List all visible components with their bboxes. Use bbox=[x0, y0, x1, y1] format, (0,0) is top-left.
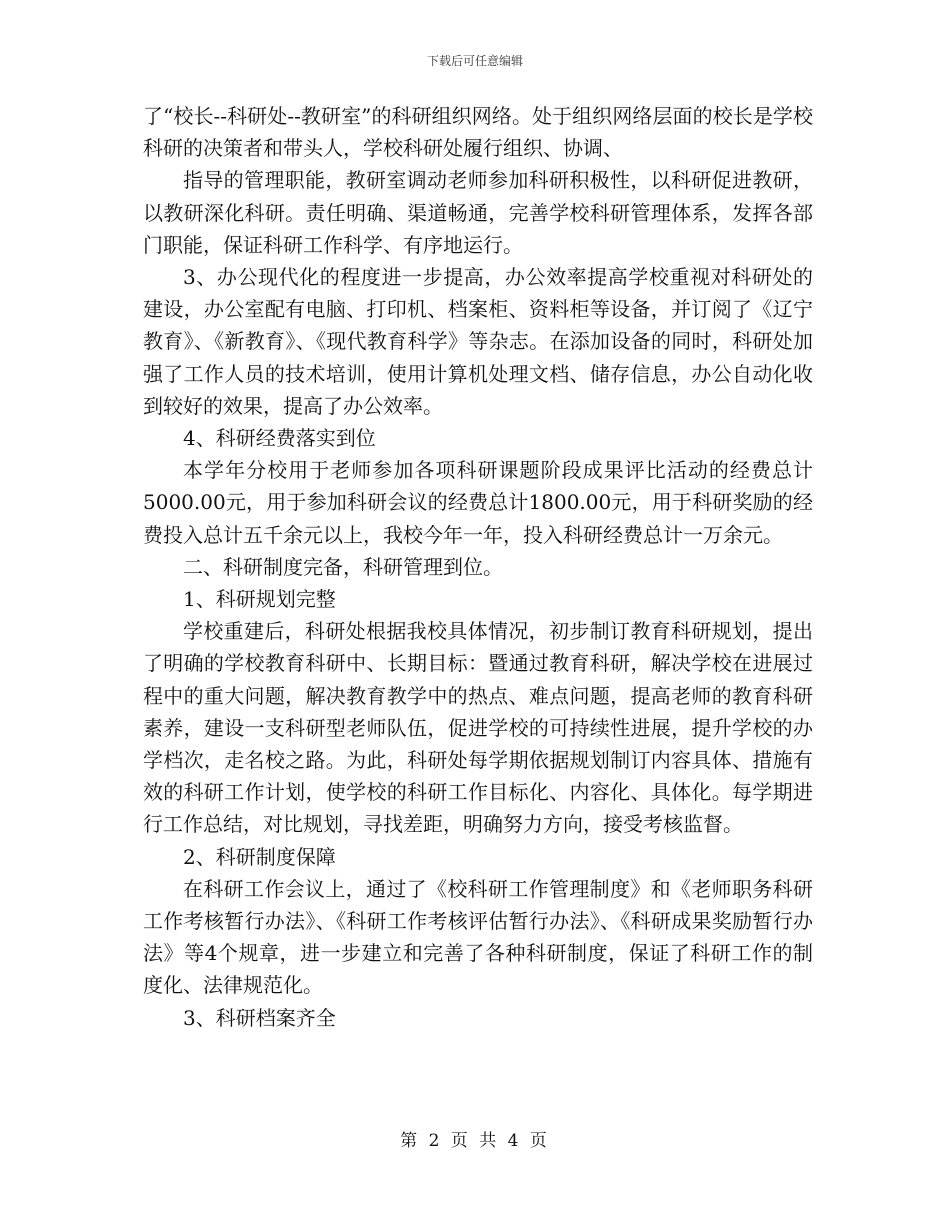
section-heading-2: 二、科研制度完备，科研管理到位。 bbox=[183, 554, 503, 579]
heading-system: 2、科研制度保障 bbox=[183, 844, 336, 869]
paragraph-3: 3、办公现代化的程度进一步提高，办公效率提高学校重视对科研处的建设，办公室配有电脑、打印机、档案柜、资料柜等设备，并订阅了《辽宁教育》、《新教育》、《现代教育科学》等杂志。在添加设备的同时，科研处加强了工作人员的技术培训，使用计算机处理文档、储存信息，办公自动化收到较好的效果，提高了办公效率。 bbox=[143, 265, 813, 418]
page-header-note: 下载后可任意编辑 bbox=[426, 54, 523, 68]
paragraph-system: 在科研工作会议上，通过了《校科研工作管理制度》和《老师职务科研工作考核暂行办法》、《科研工作考核评估暂行办法》、《科研成果奖励暂行办法》等4个规章，进一步建立和完善了各种科研制度，保证了科研工作的制度化、法律规范化。 bbox=[143, 876, 813, 998]
heading-archives: 3、科研档案齐全 bbox=[183, 1005, 336, 1030]
paragraph-funding: 本学年分校用于老师参加各项科研课题阶段成果评比活动的经费总计5000.00元，用于参加科研会议的经费总计1800.00元，用于科研奖励的经费投入总计五千余元以上，我校今年一年，投入科研经费总计一万余元。 bbox=[143, 458, 813, 547]
heading-funding: 4、科研经费落实到位 bbox=[183, 426, 376, 451]
paragraph-2: 指导的管理职能，教研室调动老师参加科研积极性，以科研促进教研，以教研深化科研。责任明确、渠道畅通，完善学校科研管理体系，发挥各部门职能，保证科研工作科学、有序地运行。 bbox=[143, 168, 813, 257]
paragraph-planning: 学校重建后，科研处根据我校具体情况，初步制订教育科研规划，提出了明确的学校教育科研中、长期目标：暨通过教育科研，解决学校在进展过程中的重大问题，解决教育教学中的热点、难点问题，提高老师的教育科研素养，建设一支科研型老师队伍，促进学校的可持续性进展，提升学校的办学档次，走名校之路。为此，科研处每学期依据规划制订内容具体、措施有效的科研工作计划，使学校的科研工作目标化、内容化、具体化。每学期进行工作总结，对比规划，寻找差距，明确努力方向，接受考核监督。 bbox=[143, 619, 813, 837]
paragraph-1: 了“校长--科研处--教研室”的科研组织网络。处于组织网络层面的校长是学校科研的决策者和带头人，学校科研处履行组织、协调、 bbox=[143, 104, 813, 161]
document-body bbox=[143, 100, 813, 1034]
page-number-footer: 第 2 页 共 4 页 bbox=[400, 1131, 550, 1151]
heading-planning: 1、科研规划完整 bbox=[183, 587, 336, 612]
